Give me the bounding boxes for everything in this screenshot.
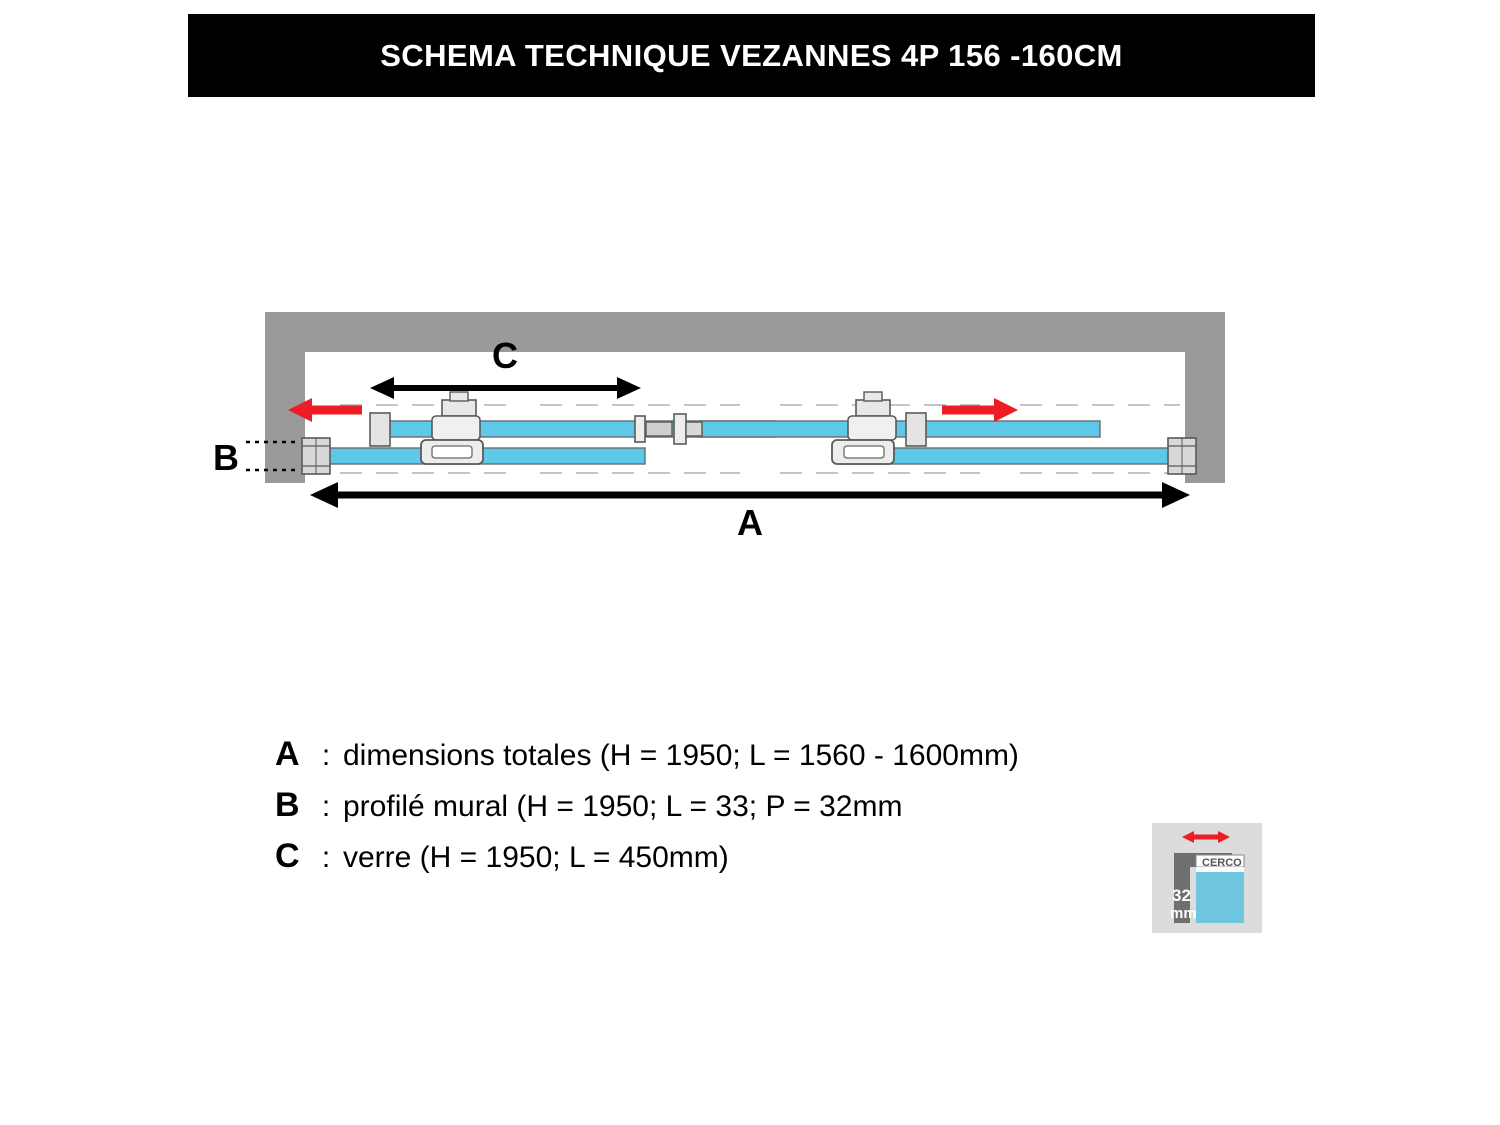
legend-colon-a: : <box>321 739 331 772</box>
legend <box>275 735 1235 888</box>
thumbnail-depth-unit: mm <box>1170 905 1197 922</box>
legend-item-b <box>275 786 1235 825</box>
thumbnail-depth-value: 32 <box>1172 886 1191 905</box>
legend-text-b: profilé mural (H = 1950; L = 33; P = 32mm <box>343 790 903 823</box>
dimension-a-label: A <box>737 502 763 543</box>
profile-thumbnail <box>1152 823 1262 933</box>
dimension-b-label: B <box>213 437 239 478</box>
glass-panel-rear <box>375 421 1100 437</box>
legend-item-c <box>275 837 1235 876</box>
wall-profile-left <box>302 438 330 474</box>
legend-key-c: C <box>275 837 300 875</box>
technical-drawing <box>180 280 1300 580</box>
legend-colon-b: : <box>321 790 331 823</box>
page-title: SCHEMA TECHNIQUE VEZANNES 4P 156 -160CM <box>380 37 1123 73</box>
dimension-c-label: C <box>492 335 518 376</box>
thumbnail-brand: CERCO <box>1202 857 1242 869</box>
legend-text-c: verre (H = 1950; L = 450mm) <box>343 841 729 874</box>
wall-profile-right <box>1168 438 1196 474</box>
legend-key-a: A <box>275 735 300 773</box>
legend-key-b: B <box>275 786 300 824</box>
legend-text-a: dimensions totales (H = 1950; L = 1560 - 1600mm) <box>343 739 1019 772</box>
legend-item-a <box>275 735 1235 774</box>
title-banner <box>188 14 1315 97</box>
legend-colon-c: : <box>321 841 331 874</box>
